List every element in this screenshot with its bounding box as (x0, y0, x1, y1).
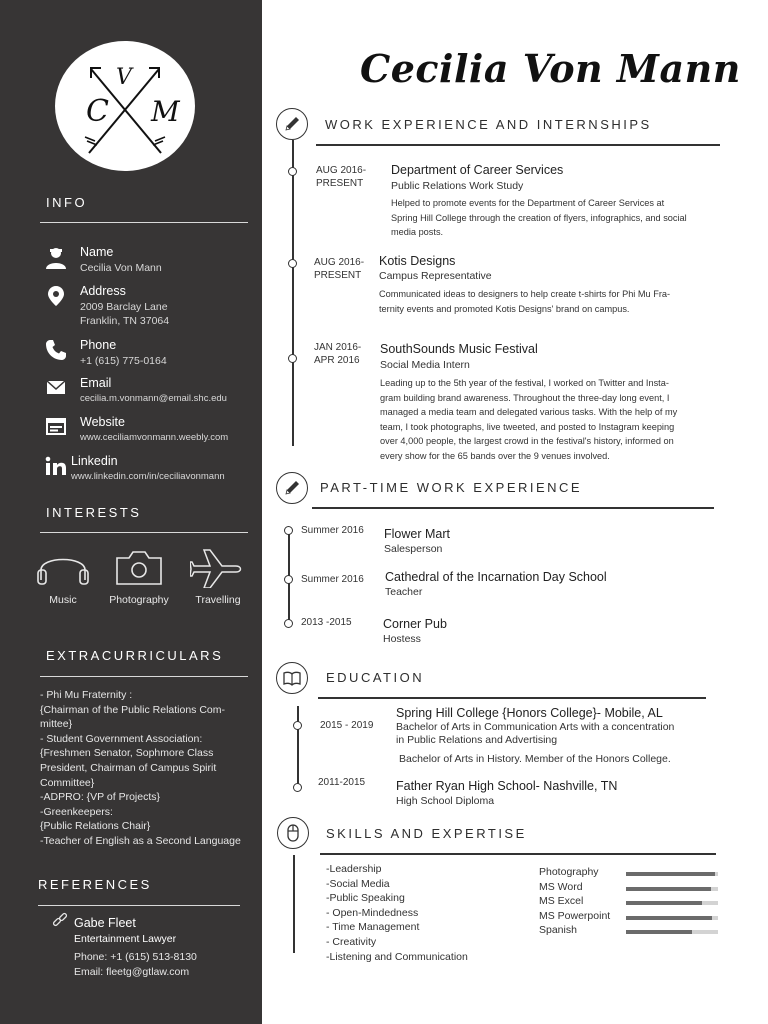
work-timeline (292, 140, 294, 446)
extracurricular-line: President, Chairman of Campus Spirit (40, 761, 217, 774)
interests-divider (40, 532, 248, 533)
education-detail: Bachelor of Arts in History. Member of the Honors College. (399, 753, 671, 765)
education-timeline (297, 706, 299, 786)
extracurricular-line: - Student Government Association: (40, 732, 203, 745)
job-description: Communicated ideas to designers to help create t-shirts for Phi Mu Fra- ternity events and promoted Kotis Designs' brand on campus. (379, 289, 671, 314)
info-heading: INFO (46, 195, 88, 210)
job-description: Helped to promote events for the Department of Career Services at Spring Hill College through the creation of flyers, infographics, and social media posts. (391, 198, 687, 238)
job-role: Hostess (383, 633, 421, 645)
education-detail: in Public Relations and Advertising (396, 734, 558, 746)
skill-level-bar (626, 887, 718, 891)
reference-phone: Phone: +1 (615) 513-8130 (74, 951, 197, 963)
link-icon (52, 912, 68, 933)
logo-letter-v: V (116, 65, 132, 90)
info-label: Address (80, 284, 126, 298)
extracurriculars-divider (40, 676, 248, 677)
extracurricular-line: mittee} (40, 718, 73, 731)
open-book-icon (283, 669, 301, 687)
job-role: Campus Representative (379, 270, 492, 282)
info-label: Name (80, 245, 114, 259)
phone-icon (44, 338, 68, 362)
skill-level-bar (626, 930, 718, 934)
interest-music (23, 548, 103, 606)
extracurriculars-heading: EXTRACURRICULARS (46, 648, 224, 663)
skill-level-fill (626, 930, 692, 934)
education-title: Spring Hill College {Honors College}- Mobile, AL (396, 706, 663, 720)
info-label: Email (80, 376, 112, 390)
skill-level-bar (626, 872, 718, 876)
skills-heading: SKILLS AND EXPERTISE (326, 826, 527, 841)
timeline-dot (293, 783, 302, 792)
info-value: cecilia.m.vonmann@email.shc.edu (80, 393, 227, 404)
info-label: Phone (80, 338, 117, 352)
skill-level-label: Spanish (539, 924, 577, 936)
skill-item: - Time Management (326, 921, 420, 934)
job-title: Corner Pub (383, 617, 447, 631)
extracurricular-line: Committee} (40, 776, 95, 789)
pencil-icon (283, 479, 301, 497)
job-role: Salesperson (384, 543, 443, 555)
interest-label: Photography (109, 594, 169, 606)
education-title: Father Ryan High School- Nashville, TN (396, 779, 618, 793)
education-date: 2015 - 2019 (320, 720, 374, 731)
work-section-icon (276, 108, 308, 140)
timeline-dot (288, 167, 297, 176)
interests-heading: INTERESTS (46, 505, 142, 520)
extracurricular-line: {Public Relations Chair} (40, 820, 151, 833)
sidebar (0, 0, 262, 1024)
skill-item: - Open-Mindedness (326, 906, 419, 919)
reference-email: Email: fleetg@gtlaw.com (74, 966, 190, 978)
linkedin-icon (44, 454, 68, 478)
computer-mouse-icon (284, 824, 302, 842)
timeline-dot (284, 575, 293, 584)
job-title: Cathedral of the Incarnation Day School (385, 570, 607, 584)
logo-letter-m: M (151, 95, 180, 128)
skill-level-fill (626, 901, 702, 905)
skill-level-label: Photography (539, 866, 599, 878)
education-date: 2011-2015 (318, 777, 366, 788)
extracurricular-line: -Teacher of English as a Second Language (40, 834, 241, 847)
extracurricular-line: - Phi Mu Fraternity : (40, 689, 133, 701)
airplane-icon (190, 548, 246, 588)
pencil-icon (283, 115, 301, 133)
parttime-heading: PART-TIME WORK EXPERIENCE (320, 480, 583, 495)
monogram-logo (55, 41, 195, 171)
browser-icon (44, 415, 68, 439)
skills-section-icon (277, 817, 309, 849)
job-date: JAN 2016- APR 2016 (314, 342, 362, 366)
job-role: Teacher (385, 586, 423, 598)
info-label: Website (80, 415, 125, 429)
info-value: 2009 Barclay Lane (80, 301, 168, 313)
extracurriculars-list (40, 688, 260, 849)
job-role: Public Relations Work Study (391, 180, 524, 192)
skill-item: -Social Media (326, 877, 390, 890)
skill-level-fill (626, 887, 711, 891)
skills-timeline (293, 855, 295, 953)
resume-name: Cecilia Von Mann (360, 46, 741, 91)
education-section-icon (276, 662, 308, 694)
references-divider (38, 905, 240, 906)
job-title: SouthSounds Music Festival (380, 342, 538, 356)
skill-item: -Leadership (326, 863, 382, 875)
info-value[interactable]: www.ceciliamvonmann.weebly.com (80, 432, 229, 443)
skill-level-label: MS Excel (539, 895, 584, 907)
envelope-icon (44, 376, 68, 400)
info-label: Linkedin (71, 454, 118, 468)
extracurricular-line: {Freshmen Senator, Sophmore Class (40, 747, 214, 760)
timeline-dot (293, 721, 302, 730)
reference-name: Gabe Fleet (74, 916, 136, 930)
work-divider (316, 144, 720, 146)
interest-label: Travelling (195, 594, 241, 606)
job-role: Social Media Intern (380, 359, 470, 371)
job-description: Leading up to the 5th year of the festival, I worked on Twitter and Insta- gram building brand awareness. Throughout the three-day long event, I managed a media team and delegated various tasks. With the help of my team, I took photographs, live tweeted, and posted to Instagram keeping over 4,000 people, the largest crowd in the festival's history, informed on every show for the 65 bands over the 9 venues involved. (380, 378, 678, 461)
work-heading: WORK EXPERIENCE AND INTERNSHIPS (325, 117, 652, 132)
job-title: Kotis Designs (379, 254, 456, 268)
skill-item: -Listening and Communication (326, 950, 468, 963)
extracurricular-line: -Greenkeepers: (40, 805, 113, 818)
references-heading: REFERENCES (38, 877, 152, 892)
education-detail: High School Diploma (396, 795, 495, 807)
extracurricular-line: -ADPRO: {VP of Projects} (40, 791, 161, 804)
timeline-dot (284, 526, 293, 535)
job-date: Summer 2016 (301, 525, 364, 536)
skills-divider (320, 853, 716, 855)
skill-level-label: MS Powerpoint (539, 910, 611, 922)
interest-travelling (178, 548, 258, 606)
timeline-dot (284, 619, 293, 628)
skill-level-fill (626, 916, 712, 920)
extracurricular-line: {Chairman of the Public Relations Com- (40, 703, 226, 716)
education-detail: Bachelor of Arts in Communication Arts with a concentration (396, 721, 675, 733)
location-pin-icon (44, 284, 68, 308)
camera-icon (111, 548, 167, 588)
info-value[interactable]: www.linkedin.com/in/ceciliavonmann (71, 471, 225, 482)
job-date: Summer 2016 (301, 574, 364, 585)
interest-label: Music (49, 594, 77, 606)
skills-list (326, 862, 468, 964)
info-value: +1 (615) 775-0164 (80, 355, 167, 367)
person-icon (44, 245, 68, 269)
timeline-dot (288, 354, 297, 363)
skill-item: - Creativity (326, 935, 377, 948)
job-title: Flower Mart (384, 527, 450, 541)
skill-level-bar (626, 901, 718, 905)
headphones-icon (35, 548, 91, 588)
job-date: AUG 2016- PRESENT (316, 165, 367, 189)
job-title: Department of Career Services (391, 163, 564, 177)
job-date: 2013 -2015 (301, 617, 352, 628)
info-value-line2: Franklin, TN 37064 (80, 315, 170, 327)
interest-photography (99, 548, 179, 606)
education-heading: EDUCATION (326, 670, 425, 685)
skill-item: -Public Speaking (326, 892, 405, 905)
info-divider (40, 222, 248, 223)
skill-level-fill (626, 872, 715, 876)
parttime-divider (312, 507, 714, 509)
education-divider (318, 697, 706, 699)
skill-level-label: MS Word (539, 881, 583, 893)
job-date: AUG 2016- PRESENT (314, 257, 365, 281)
info-value: Cecilia Von Mann (80, 262, 162, 274)
parttime-section-icon (276, 472, 308, 504)
timeline-dot (288, 259, 297, 268)
skill-level-bar (626, 916, 718, 920)
logo-letter-c: C (86, 94, 109, 129)
reference-title: Entertainment Lawyer (74, 933, 177, 945)
